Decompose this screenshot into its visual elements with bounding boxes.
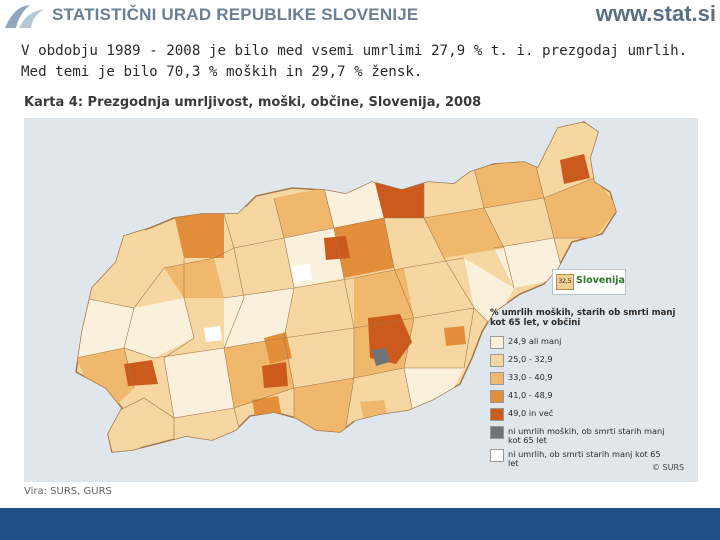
legend-item — [490, 390, 690, 402]
map-title: Karta 4: Prezgodnja umrljivost, moški, občine, Slovenija, 2008 — [24, 95, 482, 110]
legend-label: ni umrlih, ob smrti starih manj kot 65 let — [508, 449, 661, 468]
legend-label: 33,0 - 40,9 — [508, 372, 553, 382]
legend-swatch — [490, 354, 504, 367]
map-copyright: © SURS — [652, 463, 685, 472]
legend-item — [490, 336, 690, 348]
site-url-link[interactable]: www.stat.si — [595, 1, 716, 26]
slovenia-average-value: 32,5 — [556, 274, 574, 290]
legend-swatch — [490, 426, 504, 439]
legend-label: 25,0 - 32,9 — [508, 354, 553, 364]
intro-text: V obdobju 1989 - 2008 je bilo med vsemi umrlimi 27,9 % t. i. prezgodaj umrlih. Med temi je bilo 70,3 % moških in 29,7 % žensk. — [21, 43, 688, 80]
legend-item — [490, 354, 690, 366]
legend-title: % umrlih moških, starih ob smrti manj kot 65 let, v občini — [490, 308, 676, 328]
map-source: Vira: SURS, GURS — [24, 486, 112, 497]
header — [0, 0, 720, 36]
legend-label: 41,0 - 48,9 — [508, 390, 553, 400]
org-name: STATISTIČNI URAD REPUBLIKE SLOVENIJE — [52, 5, 419, 24]
map-legend — [490, 308, 690, 472]
surs-logo-icon[interactable] — [2, 2, 48, 36]
slovenia-average-box — [552, 269, 626, 295]
legend-swatch — [490, 408, 504, 421]
legend-item — [490, 408, 690, 420]
legend-swatch — [490, 449, 504, 462]
legend-swatch — [490, 372, 504, 385]
legend-label: ni umrlih moških, ob smrti starih manj kot 65 let — [508, 426, 665, 445]
legend-label: 49,0 in več — [508, 408, 554, 418]
map-panel — [24, 118, 698, 482]
slovenia-average-label: Slovenija — [576, 275, 625, 286]
legend-swatch — [490, 336, 504, 349]
footer-bar — [0, 508, 720, 540]
legend-item — [490, 372, 690, 384]
legend-item — [490, 426, 690, 446]
legend-label: 24,9 ali manj — [508, 336, 562, 346]
legend-swatch — [490, 390, 504, 403]
